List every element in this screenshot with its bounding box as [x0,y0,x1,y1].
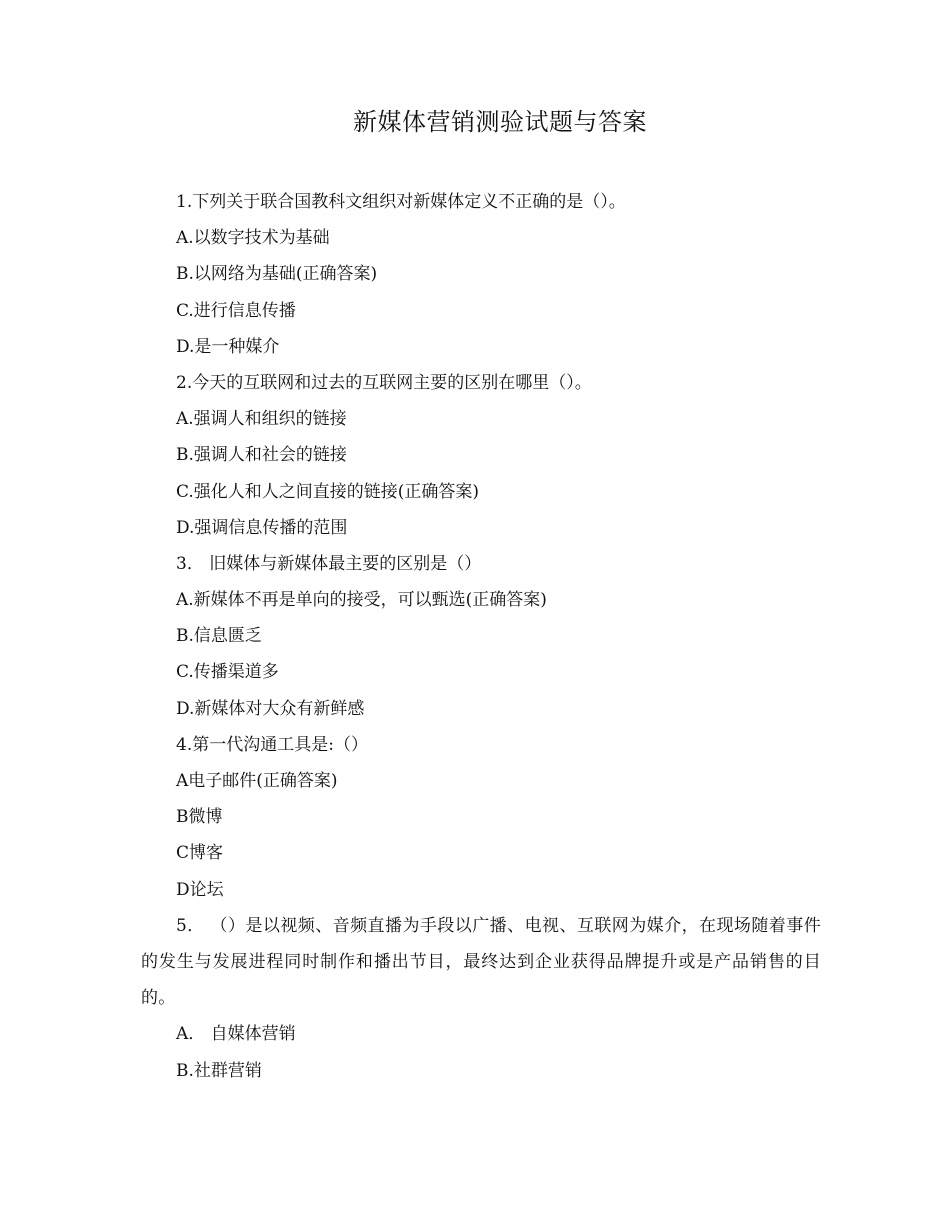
question-5-stem: 5． （）是以视频、音频直播为手段以广播、电视、互联网为媒介，在现场随着事件的发生与发展进程同时制作和播出节目，最终达到企业获得品牌提升或是产品销售的目的。 [141,915,821,1009]
question-2-option-b: B.强调人和社会的链接 [176,445,347,466]
question-3-stem: 3． 旧媒体与新媒体最主要的区别是（） [176,553,482,574]
question-1-option-a: A.以数字技术为基础 [176,228,330,249]
question-1-stem: 1.下列关于联合国教科文组织对新媒体定义不正确的是（）。 [176,192,626,212]
question-3-option-d: D.新媒体对大众有新鲜感 [176,698,365,719]
question-5-option-b: B.社群营销 [176,1060,262,1081]
question-2-option-c: C.强化人和人之间直接的链接(正确答案) [176,481,480,502]
question-2-option-d: D.强调信息传播的范围 [176,517,348,538]
question-5-option-a: A． 自媒体营销 [176,1024,296,1045]
question-3-option-c: C.传播渠道多 [176,662,279,683]
question-4-option-b: B微博 [176,807,223,828]
question-4-stem: 4.第一代沟通工具是:（） [176,734,368,755]
question-2-stem: 2.今天的互联网和过去的互联网主要的区别在哪里（）。 [176,372,592,393]
question-4-option-d: D论坛 [176,879,224,900]
question-1-option-c: C.进行信息传播 [176,300,296,321]
document-title: 新媒体营销测验试题与答案 [353,108,647,136]
question-1-option-d: D.是一种媒介 [176,336,280,357]
question-2-option-a: A.强调人和组织的链接 [176,409,347,430]
question-3-option-b: B.信息匮乏 [176,626,262,647]
document-body [141,184,821,1089]
question-4-option-c: C博客 [176,843,224,864]
question-4-option-a: A电子邮件(正确答案) [176,771,338,791]
question-1-option-b: B.以网络为基础(正确答案) [176,264,378,285]
question-3-option-a: A.新媒体不再是单向的接受，可以甄选(正确答案) [176,590,547,611]
